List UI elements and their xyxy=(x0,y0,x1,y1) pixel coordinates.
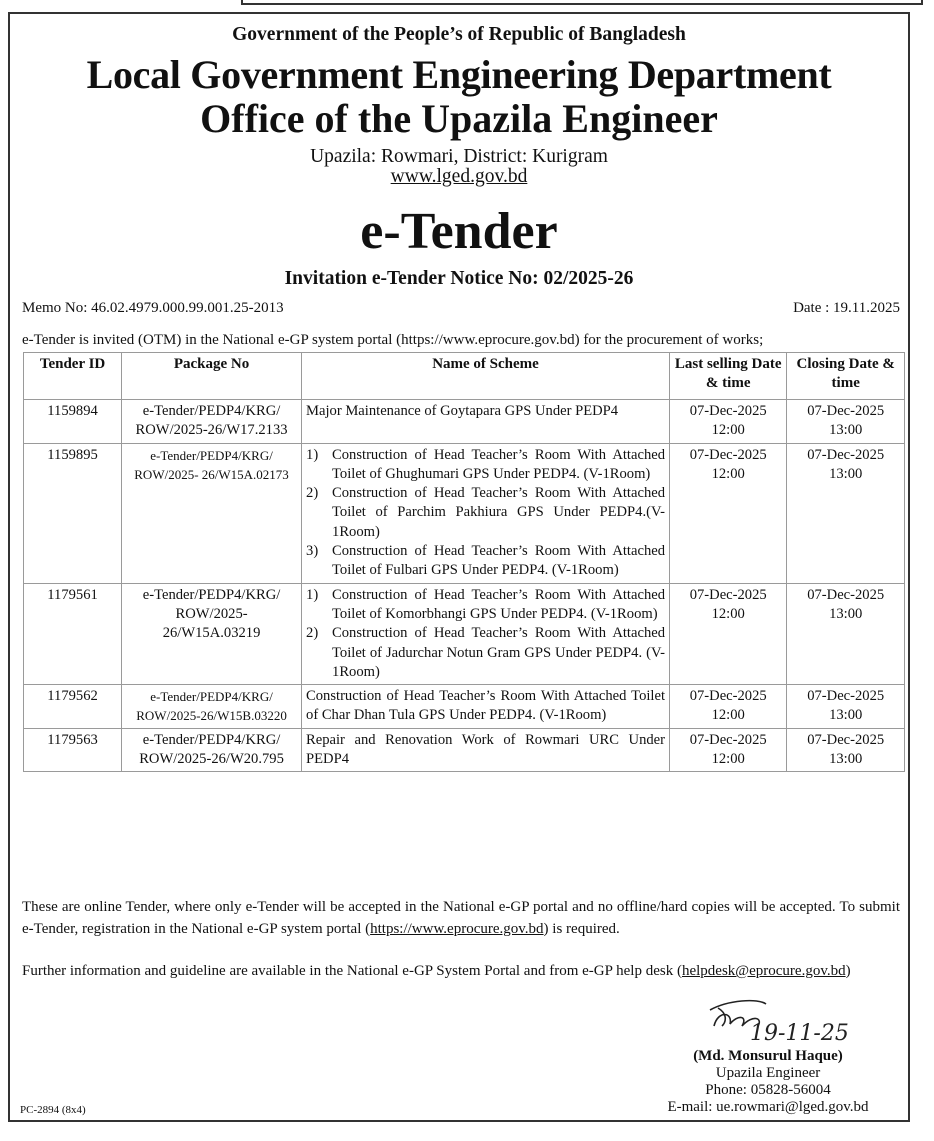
last-selling-date: 07-Dec-2025 xyxy=(689,403,767,419)
last-selling-cell xyxy=(670,443,787,583)
closing-time: 13:00 xyxy=(829,751,863,768)
tender-id-cell: 1179563 xyxy=(24,728,122,772)
scheme-name-cell xyxy=(302,583,670,684)
scheme-text: Construction of Head Teacher’s Room With Attached Toilet of Fulbari GPS Under PEDP4. (V-1Room) xyxy=(332,543,666,579)
publication-code: PC-2894 (8x4) xyxy=(20,1104,86,1116)
last-selling-cell xyxy=(670,583,787,684)
last-selling-date: 07-Dec-2025 xyxy=(689,731,767,748)
tender-id-cell: 1179562 xyxy=(24,685,122,729)
scheme-number: 1) xyxy=(306,586,319,603)
table-row xyxy=(24,583,905,684)
intro-text: e-Tender is invited (OTM) in the National e-GP system portal (https://www.eprocure.gov.bd) for the procurement of works; xyxy=(22,332,764,348)
closing-date: 07-Dec-2025 xyxy=(807,688,885,705)
last-selling-time: 12:00 xyxy=(711,422,745,439)
closing-date: 07-Dec-2025 xyxy=(807,731,885,748)
header-package-no: Package No xyxy=(122,353,302,400)
header-tender-id: Tender ID xyxy=(24,353,122,400)
scheme-name-cell: Major Maintenance of Goytapara GPS Under PEDP4 xyxy=(302,400,670,444)
helpdesk-email-link[interactable]: helpdesk@eprocure.gov.bd xyxy=(681,963,846,979)
signature-date: 19-11-25 xyxy=(750,1021,849,1046)
scheme-list xyxy=(306,586,665,682)
scheme-text: Construction of Head Teacher’s Room With Attached Toilet of Parchim Pakhiura GPS Under PEDP4.(V-1Room) xyxy=(332,485,666,540)
memo-number: Memo No: 46.02.4979.000.99.001.25-2013 xyxy=(22,300,284,316)
closing-time: 13:00 xyxy=(829,465,863,482)
scheme-number: 2) xyxy=(306,485,319,502)
scheme-list-item xyxy=(306,586,665,625)
para2-text-end: ) xyxy=(845,963,851,979)
scheme-text: Construction of Head Teacher’s Room With Attached Toilet of Ghughumari GPS Under PEDP4. (V-1Room) xyxy=(332,446,666,482)
closing-time: 13:00 xyxy=(829,605,863,622)
closing-cell xyxy=(787,685,905,729)
closing-time: 13:00 xyxy=(829,707,863,724)
closing-date: 07-Dec-2025 xyxy=(807,586,885,603)
last-selling-time: 12:00 xyxy=(711,707,745,724)
package-no-cell: e-Tender/PEDP4/KRG/ ROW/2025-26/W20.795 xyxy=(122,728,302,772)
last-selling-cell xyxy=(670,728,787,772)
scheme-list-item xyxy=(306,542,665,581)
para1-text: These are online Tender, where only e-Tender will be accepted in the National e-GP portal and no offline/hard copies will be accepted. To submit e-Tender, registration in the National e-GP system portal ( xyxy=(22,899,900,937)
notice-number: Invitation e-Tender Notice No: 02/2025-26 xyxy=(284,268,634,289)
website-line xyxy=(10,166,908,188)
handwritten-signature xyxy=(638,996,898,1048)
closing-time: 13:00 xyxy=(829,422,863,439)
scheme-name-cell: Repair and Renovation Work of Rowmari URC Under PEDP4 xyxy=(302,728,670,772)
last-selling-date: 07-Dec-2025 xyxy=(689,586,767,603)
notice-title: e-Tender xyxy=(360,203,558,260)
last-selling-date: 07-Dec-2025 xyxy=(689,446,767,463)
department-title: Local Government Engineering Department xyxy=(86,52,832,97)
package-no-cell: e-Tender/PEDP4/KRG/ ROW/2025-26/W15B.03220 xyxy=(122,685,302,729)
tender-id-cell: 1159895 xyxy=(24,443,122,583)
para1-text-end: ) is required. xyxy=(543,921,620,937)
header-last-selling: Last selling Date & time xyxy=(670,353,787,400)
scheme-text: Construction of Head Teacher’s Room With Attached Toilet of Jadurchar Notun Gram GPS Under PEDP4. (V-1Room) xyxy=(332,625,666,680)
last-selling-cell xyxy=(670,400,787,444)
scheme-number: 1) xyxy=(306,446,319,463)
table-row xyxy=(24,443,905,583)
table-header-row xyxy=(24,353,905,400)
closing-cell xyxy=(787,443,905,583)
closing-date: 07-Dec-2025 xyxy=(807,446,885,463)
package-no-cell: e-Tender/PEDP4/KRG/ ROW/2025- 26/W15A.02173 xyxy=(122,443,302,583)
scheme-text: Construction of Head Teacher’s Room With Attached Toilet of Komorbhangi GPS Under PEDP4. (V-1Room) xyxy=(332,586,666,622)
last-selling-time: 12:00 xyxy=(711,751,745,768)
signatory-email: E-mail: ue.rowmari@lged.gov.bd xyxy=(667,1099,869,1115)
scheme-list-item xyxy=(306,484,665,542)
signatory-phone: Phone: 05828-56004 xyxy=(705,1082,831,1098)
scheme-name-cell: Construction of Head Teacher’s Room With Attached Toilet of Char Dhan Tula GPS Under PEDP4. (V-1Room) xyxy=(302,685,670,729)
online-tender-paragraph xyxy=(22,896,900,940)
office-title: Office of the Upazila Engineer xyxy=(200,96,718,141)
last-selling-time: 12:00 xyxy=(711,605,745,622)
scheme-name-cell xyxy=(302,443,670,583)
website-link[interactable]: www.lged.gov.bd xyxy=(390,166,528,187)
header-scheme-name: Name of Scheme xyxy=(302,353,670,400)
last-selling-cell xyxy=(670,685,787,729)
tender-id-cell: 1159894 xyxy=(24,400,122,444)
package-no-cell: e-Tender/PEDP4/KRG/ ROW/2025- 26/W15A.03219 xyxy=(122,583,302,684)
package-no-cell: e-Tender/PEDP4/KRG/ ROW/2025-26/W17.2133 xyxy=(122,400,302,444)
government-line: Government of the People’s of Republic of Bangladesh xyxy=(232,24,686,45)
adjacent-ad-border xyxy=(241,0,923,5)
further-info-paragraph xyxy=(22,960,900,982)
scheme-list-item xyxy=(306,446,665,485)
closing-cell xyxy=(787,728,905,772)
tender-table xyxy=(23,352,905,772)
scheme-number: 2) xyxy=(306,625,319,642)
signature-scribble-icon xyxy=(638,996,898,1048)
para2-text: Further information and guideline are available in the National e-GP System Portal and from e-GP help desk ( xyxy=(22,963,682,979)
eprocure-link[interactable]: https://www.eprocure.gov.bd xyxy=(370,921,544,937)
closing-cell xyxy=(787,583,905,684)
notice-date: Date : 19.11.2025 xyxy=(793,300,900,316)
table-row xyxy=(24,728,905,772)
last-selling-date: 07-Dec-2025 xyxy=(689,688,767,705)
signatory-designation: Upazila Engineer xyxy=(715,1065,821,1081)
tender-notice xyxy=(8,12,910,1122)
scheme-number: 3) xyxy=(306,543,319,560)
signature-block xyxy=(638,996,898,1116)
table-row xyxy=(24,685,905,729)
last-selling-time: 12:00 xyxy=(711,465,745,482)
scheme-list-item xyxy=(306,624,665,682)
table-row xyxy=(24,400,905,444)
tender-id-cell: 1179561 xyxy=(24,583,122,684)
closing-cell xyxy=(787,400,905,444)
closing-date: 07-Dec-2025 xyxy=(807,403,885,419)
location-line: Upazila: Rowmari, District: Kurigram xyxy=(310,146,608,167)
header-closing: Closing Date & time xyxy=(787,353,905,400)
scheme-list xyxy=(306,446,665,581)
signatory-name: (Md. Monsurul Haque) xyxy=(693,1048,843,1064)
